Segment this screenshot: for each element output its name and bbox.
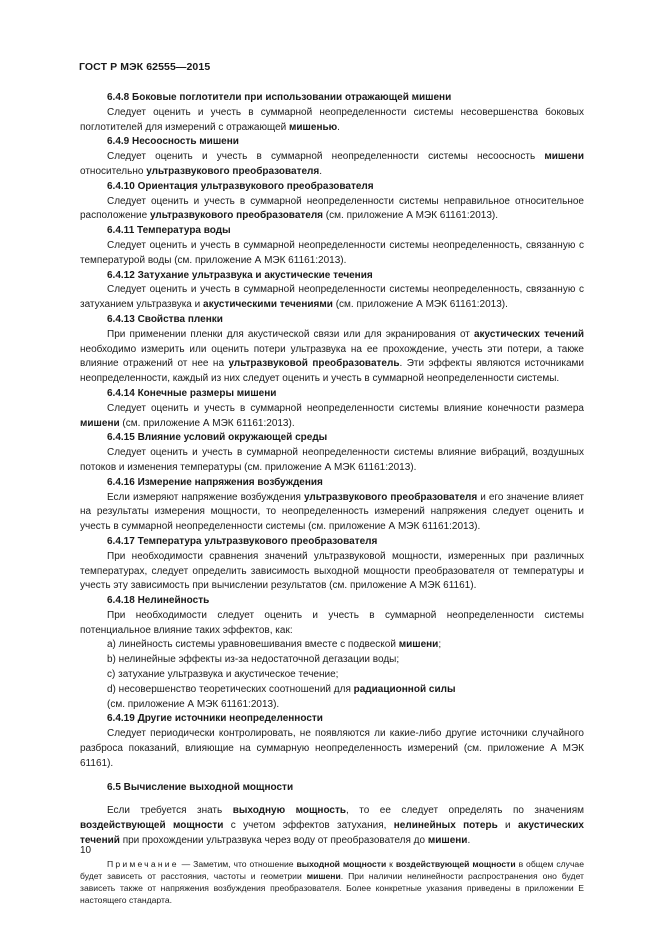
- heading-6-4-12: 6.4.12 Затухание ультразвука и акустические течения: [107, 269, 373, 281]
- heading-6-4-16: 6.4.16 Измерение напряжения возбуждения: [107, 476, 323, 488]
- paragraph-6-4-15: Следует оценить и учесть в суммарной неопределенности системы влияние вибраций, воздушных потоков и изменения температуры (см. приложение А МЭК 61161:2013).: [80, 447, 584, 473]
- paragraph-6-4-9: Следует оценить и учесть в суммарной неопределенности системы несоосность мишени относительно ультразвукового преобразователя.: [80, 151, 584, 177]
- paragraph-6-4-18: При необходимости следует оценить и учесть в суммарной неопределенности системы потенциальное влияние таких эффектов, как:: [80, 609, 584, 636]
- heading-6-4-8: 6.4.8 Боковые поглотители при использовании отражающей мишени: [107, 92, 452, 103]
- heading-6-4-11: 6.4.11 Температура воды: [107, 225, 231, 237]
- list-item-reference: (см. приложение А МЭК 61161:2013).: [107, 698, 280, 710]
- paragraph-6-4-16: Если измеряют напряжение возбуждения ультразвукового преобразователя и его значение влияет на результаты измерения мощности, то неопределенность измерений напряжения следует оценить и учесть в суммарной неопределенности системы (см. приложение А МЭК 61161:2013).: [80, 491, 584, 533]
- heading-6-4-19: 6.4.19 Другие источники неопределенности: [107, 713, 323, 725]
- heading-6-5: 6.5 Вычисление выходной мощности: [107, 781, 294, 793]
- list-item-d: d) несовершенство теоретических соотношений для радиационной силы: [107, 683, 456, 695]
- list-item-b: b) нелинейные эффекты из-за недостаточной дегазации воды;: [107, 654, 400, 666]
- paragraph-6-4-13: При применении пленки для акустической связи или для экранирования от акустических течений необходимо измерить или оценить потери ультразвука на ее прохождение, учесть эти потери, а также влияние отражений от нее на ультразвуковой преобразователь. Эти эффекты являются источниками неопределенности, каждый из них следует оценить и учесть в суммарной неопределенности системы.: [80, 328, 585, 385]
- heading-6-4-14: 6.4.14 Конечные размеры мишени: [107, 387, 277, 399]
- paragraph-6-4-14: Следует оценить и учесть в суммарной неопределенности системы влияние конечности размера мишени (см. приложение А МЭК 61161:2013).: [80, 402, 584, 429]
- heading-6-4-18: 6.4.18 Нелинейность: [107, 595, 210, 607]
- list-item-c: c) затухание ультразвука и акустическое течение;: [107, 669, 339, 681]
- heading-6-4-13: 6.4.13 Свойства пленки: [107, 313, 223, 325]
- heading-6-4-17: 6.4.17 Температура ультразвукового преобразователя: [107, 535, 378, 547]
- paragraph-6-5: Если требуется знать выходную мощность, то ее следует определять по значениям воздействующей мощности с учетом эффектов затухания, нелинейных потерь и акустических течений при прохождении ультразвука через воду от преобразователя до мишени.: [80, 805, 584, 847]
- paragraph-6-4-10: Следует оценить и учесть в суммарной неопределенности системы неправильное относительное расположение ультразвукового преобразователя (см. приложение А МЭК 61161:2013).: [80, 195, 584, 222]
- note-label: Примечание: [107, 858, 179, 869]
- paragraph-6-4-19: Следует периодически контролировать, не появляются ли какие-либо другие источники случайного разброса показаний, влияющие на суммарную неопределенность измерений (см. приложение А МЭК 61161).: [80, 728, 584, 769]
- heading-6-4-9: 6.4.9 Несоосность мишени: [107, 136, 239, 148]
- list-item-a: а) линейность системы уравновешивания вместе с подвеской мишени;: [107, 639, 442, 651]
- page-number: 10: [80, 845, 92, 856]
- document-body: [80, 91, 584, 907]
- paragraph-6-4-12: Следует оценить и учесть в суммарной неопределенности системы неопределенность, связанную с затуханием ультразвука и акустическими течениями (см. приложение А МЭК 61161:2013).: [80, 284, 584, 311]
- note-paragraph: Примечание — Заметим, что отношение выходной мощности к воздействующей мощности в общем случае будет зависеть от расстояния, частоты и геометрии мишени. При наличии нелинейности распространения оно будет зависеть также от напряжения возбуждения преобразователя. Более конкретные указания приведены в приложении Е настоящего стандарта.: [80, 858, 584, 906]
- paragraph-6-4-17: При необходимости сравнения значений ультразвуковой мощности, измеренных при различных температурах, следует определить зависимость выходной мощности преобразователя от температуры и учесть эту зависимость при вычислении результатов (см. приложение А МЭК 61161).: [80, 550, 584, 592]
- heading-6-4-10: 6.4.10 Ориентация ультразвукового преобразователя: [107, 180, 374, 192]
- document-header: ГОСТ Р МЭК 62555—2015: [79, 61, 211, 73]
- heading-6-4-15: 6.4.15 Влияние условий окружающей среды: [107, 432, 328, 444]
- paragraph-6-4-8: Следует оценить и учесть в суммарной неопределенности системы несовершенства боковых поглотителей для измерений с отражающей мишенью.: [80, 106, 584, 133]
- paragraph-6-4-11: Следует оценить и учесть в суммарной неопределенности системы неопределенность, связанную с температурой воды (см. приложение А МЭК 61161:2013).: [80, 239, 584, 266]
